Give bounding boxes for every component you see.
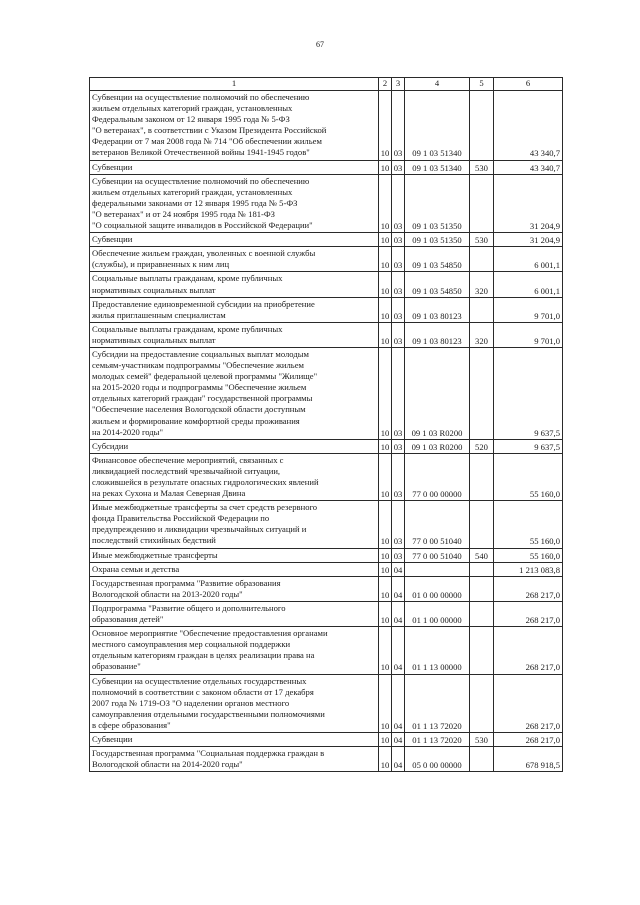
amount: 1 213 083,8 <box>494 562 563 576</box>
expense-type-code <box>470 453 494 500</box>
target-article-code: 09 1 03 51350 <box>405 233 470 247</box>
row-description <box>90 247 379 272</box>
subsection-code: 04 <box>392 627 405 674</box>
description-line: последствий стихийных бедствий <box>92 535 216 546</box>
row-description <box>90 174 379 232</box>
target-article-code: 01 1 00 00000 <box>405 601 470 626</box>
row-description <box>90 501 379 548</box>
target-article-code: 09 1 03 R0200 <box>405 439 470 453</box>
description-line: сложившейся в результате опасных гидрологических явлений <box>92 477 319 487</box>
subsection-code: 03 <box>392 322 405 347</box>
row-description <box>90 233 379 247</box>
description-line: "О ветеранах" и от 24 ноября 1995 года № 181-ФЗ <box>92 208 275 219</box>
amount: 55 160,0 <box>494 453 563 500</box>
amount: 268 217,0 <box>494 601 563 626</box>
section-code: 10 <box>379 747 392 772</box>
description-line: Субсидии <box>92 440 129 451</box>
target-article-code <box>405 562 470 576</box>
amount: 9 637,5 <box>494 347 563 439</box>
section-code: 10 <box>379 627 392 674</box>
description-line: жильем отдельных категорий граждан, установленных <box>92 186 293 197</box>
amount: 43 340,7 <box>494 160 563 174</box>
amount: 268 217,0 <box>494 674 563 732</box>
description-line: Субвенции <box>92 733 133 744</box>
section-code: 10 <box>379 732 392 746</box>
description-line: "О ветеранах", в соответствии с Указом Президента Российской <box>92 125 327 136</box>
section-code: 10 <box>379 548 392 562</box>
description-line: жилья приглашенным специалистам <box>92 309 226 320</box>
description-line: нормативных социальных выплат <box>92 284 216 295</box>
header-col-6: 6 <box>494 78 563 91</box>
row-description <box>90 91 379 161</box>
header-col-1: 1 <box>90 78 379 91</box>
section-code: 10 <box>379 322 392 347</box>
row-description <box>90 439 379 453</box>
amount: 9 701,0 <box>494 322 563 347</box>
header-col-4: 4 <box>405 78 470 91</box>
description-line: отдельным категориям граждан в целях реализации права на <box>92 650 315 661</box>
table-row <box>90 453 563 500</box>
expense-type-code <box>470 297 494 322</box>
expense-type-code <box>470 247 494 272</box>
description-line: Субвенции <box>92 161 133 172</box>
target-article-code: 77 0 00 51040 <box>405 501 470 548</box>
amount: 9 701,0 <box>494 297 563 322</box>
description-line: ветеранов Великой Отечественной войны 1941-1945 годов" <box>92 147 310 158</box>
description-line: Федеральным законом от 12 января 1995 года № 5-ФЗ <box>92 114 290 125</box>
description-line: "О социальной защите инвалидов в Российской Федерации" <box>92 220 313 231</box>
expense-type-code: 530 <box>470 233 494 247</box>
description-line: в сфере образования" <box>92 719 171 730</box>
row-description <box>90 576 379 601</box>
section-code: 10 <box>379 601 392 626</box>
section-code: 10 <box>379 453 392 500</box>
subsection-code: 03 <box>392 91 405 161</box>
target-article-code: 09 1 03 R0200 <box>405 347 470 439</box>
table-row <box>90 347 563 439</box>
expense-type-code <box>470 174 494 232</box>
table-row <box>90 747 563 772</box>
subsection-code: 04 <box>392 576 405 601</box>
description-line: "Обеспечение населения Вологодской области доступным <box>92 404 306 415</box>
description-line: молодых семей" федеральной целевой программы "Жилище" <box>92 371 318 382</box>
description-line: на 2015-2020 годы и подпрограммы "Обеспечение жильем <box>92 382 307 393</box>
target-article-code: 09 1 03 51340 <box>405 160 470 174</box>
section-code: 10 <box>379 674 392 732</box>
table-row <box>90 601 563 626</box>
description-line: нормативных социальных выплат <box>92 334 216 345</box>
expense-type-code <box>470 627 494 674</box>
subsection-code: 03 <box>392 174 405 232</box>
row-description <box>90 347 379 439</box>
amount: 6 001,1 <box>494 247 563 272</box>
amount: 55 160,0 <box>494 548 563 562</box>
description-line: Государственная программа "Социальная поддержка граждан в <box>92 748 325 759</box>
description-line: Социальные выплаты гражданам, кроме публичных <box>92 273 283 284</box>
section-code: 10 <box>379 439 392 453</box>
subsection-code: 04 <box>392 562 405 576</box>
row-description <box>90 747 379 772</box>
table-row <box>90 627 563 674</box>
subsection-code: 03 <box>392 233 405 247</box>
section-code: 10 <box>379 174 392 232</box>
description-line: Субсидии на предоставление социальных выплат молодым <box>92 348 309 359</box>
header-col-3: 3 <box>392 78 405 91</box>
description-line: Вологодской области на 2013-2020 годы" <box>92 588 243 599</box>
amount: 6 001,1 <box>494 272 563 297</box>
description-line: (службы), и приравненных к ним лиц <box>92 259 230 270</box>
subsection-code: 03 <box>392 439 405 453</box>
description-line: Субвенции на осуществление полномочий по обеспечению <box>92 175 310 186</box>
row-description <box>90 732 379 746</box>
table-row <box>90 91 563 161</box>
table-row <box>90 322 563 347</box>
table-row <box>90 439 563 453</box>
target-article-code: 09 1 03 51350 <box>405 174 470 232</box>
description-line: федеральными законами от 12 января 1995 года № 5-ФЗ <box>92 197 298 208</box>
amount: 31 204,9 <box>494 174 563 232</box>
subsection-code: 03 <box>392 247 405 272</box>
subsection-code: 03 <box>392 347 405 439</box>
target-article-code: 09 1 03 54850 <box>405 272 470 297</box>
section-code: 10 <box>379 233 392 247</box>
section-code: 10 <box>379 247 392 272</box>
expense-type-code: 530 <box>470 160 494 174</box>
table-row <box>90 732 563 746</box>
description-line: Иные межбюджетные трансферты за счет средств резервного <box>92 502 318 513</box>
table-row <box>90 548 563 562</box>
table-row <box>90 174 563 232</box>
section-code: 10 <box>379 347 392 439</box>
subsection-code: 03 <box>392 272 405 297</box>
row-description <box>90 453 379 500</box>
description-line: Охрана семьи и детства <box>92 563 180 574</box>
expense-type-code: 540 <box>470 548 494 562</box>
header-col-2: 2 <box>379 78 392 91</box>
description-line: полномочий в соответствии с законом области от 17 декабря <box>92 686 314 697</box>
target-article-code: 01 1 13 72020 <box>405 674 470 732</box>
expense-type-code <box>470 674 494 732</box>
section-code: 10 <box>379 91 392 161</box>
description-line: самоуправления отдельными государственными полномочиями <box>92 708 325 719</box>
description-line: Государственная программа "Развитие образования <box>92 577 281 588</box>
table-row <box>90 501 563 548</box>
expense-type-code <box>470 576 494 601</box>
description-line: Подпрограмма "Развитие общего и дополнительного <box>92 602 286 613</box>
expense-type-code <box>470 562 494 576</box>
target-article-code: 77 0 00 00000 <box>405 453 470 500</box>
description-line: Предоставление единовременной субсидии на приобретение <box>92 298 315 309</box>
table-row <box>90 233 563 247</box>
expense-type-code: 320 <box>470 322 494 347</box>
amount: 268 217,0 <box>494 576 563 601</box>
subsection-code: 03 <box>392 548 405 562</box>
amount: 678 918,5 <box>494 747 563 772</box>
row-description <box>90 601 379 626</box>
target-article-code: 09 1 03 54850 <box>405 247 470 272</box>
section-code: 10 <box>379 562 392 576</box>
description-line: Субвенции на осуществление отдельных государственных <box>92 675 307 686</box>
row-description <box>90 548 379 562</box>
table-row <box>90 247 563 272</box>
description-line: местного самоуправления мер социальной поддержки <box>92 639 291 650</box>
subsection-code: 04 <box>392 601 405 626</box>
expense-type-code: 530 <box>470 732 494 746</box>
description-line: 2007 года № 1719-ОЗ "О наделении органов местного <box>92 697 290 708</box>
description-line: на 2014-2020 годы" <box>92 426 163 437</box>
subsection-code: 04 <box>392 732 405 746</box>
expense-type-code: 320 <box>470 272 494 297</box>
description-line: Вологодской области на 2014-2020 годы" <box>92 759 243 770</box>
table-header-row <box>90 78 563 91</box>
target-article-code: 09 1 03 80123 <box>405 297 470 322</box>
description-line: предупреждению и ликвидации чрезвычайных ситуаций и <box>92 524 307 535</box>
expense-type-code <box>470 501 494 548</box>
description-line: Иные межбюджетные трансферты <box>92 549 218 560</box>
table-row <box>90 297 563 322</box>
amount: 31 204,9 <box>494 233 563 247</box>
subsection-code: 03 <box>392 453 405 500</box>
subsection-code: 04 <box>392 747 405 772</box>
amount: 9 637,5 <box>494 439 563 453</box>
description-line: образование" <box>92 661 141 672</box>
description-line: Социальные выплаты гражданам, кроме публичных <box>92 323 283 334</box>
row-description <box>90 674 379 732</box>
table-row <box>90 576 563 601</box>
description-line: Субвенции на осуществление полномочий по обеспечению <box>92 92 310 102</box>
row-description <box>90 297 379 322</box>
target-article-code: 09 1 03 80123 <box>405 322 470 347</box>
description-line: Субвенции <box>92 234 133 245</box>
row-description <box>90 322 379 347</box>
description-line: жильем и формирование комфортной среды проживания <box>92 415 300 426</box>
page-number: 67 <box>316 40 324 49</box>
row-description <box>90 627 379 674</box>
description-line: образования детей" <box>92 614 164 625</box>
section-code: 10 <box>379 501 392 548</box>
target-article-code: 77 0 00 51040 <box>405 548 470 562</box>
subsection-code: 04 <box>392 674 405 732</box>
section-code: 10 <box>379 576 392 601</box>
table-row <box>90 674 563 732</box>
description-line: Федерации от 7 мая 2008 года № 714 "Об обеспечении жильем <box>92 136 322 147</box>
section-code: 10 <box>379 160 392 174</box>
row-description <box>90 272 379 297</box>
amount: 268 217,0 <box>494 627 563 674</box>
description-line: семьям-участникам подпрограммы "Обеспечение жильем <box>92 360 304 371</box>
expense-type-code <box>470 347 494 439</box>
amount: 43 340,7 <box>494 91 563 161</box>
description-line: ликвидацией последствий чрезвычайной ситуации, <box>92 465 281 476</box>
description-line: Основное мероприятие "Обеспечение предоставления органами <box>92 628 328 639</box>
subsection-code: 03 <box>392 501 405 548</box>
table-row <box>90 562 563 576</box>
target-article-code: 01 1 13 72020 <box>405 732 470 746</box>
expense-type-code: 520 <box>470 439 494 453</box>
description-line: жильем отдельных категорий граждан, установленных <box>92 103 293 114</box>
expense-type-code <box>470 601 494 626</box>
subsection-code: 03 <box>392 297 405 322</box>
target-article-code: 01 0 00 00000 <box>405 576 470 601</box>
description-line: Обеспечение жильем граждан, уволенных с военной службы <box>92 248 316 259</box>
section-code: 10 <box>379 272 392 297</box>
table-row <box>90 160 563 174</box>
description-line: Финансовое обеспечение мероприятий, связанных с <box>92 454 284 465</box>
target-article-code: 09 1 03 51340 <box>405 91 470 161</box>
expense-type-code <box>470 747 494 772</box>
budget-table <box>89 77 563 772</box>
section-code: 10 <box>379 297 392 322</box>
description-line: отдельных категорий граждан" государственной программы <box>92 393 313 404</box>
amount: 268 217,0 <box>494 732 563 746</box>
target-article-code: 01 1 13 00000 <box>405 627 470 674</box>
description-line: на реках Сухона и Малая Северная Двина <box>92 488 246 499</box>
row-description <box>90 160 379 174</box>
description-line: фонда Правительства Российской Федерации по <box>92 513 270 524</box>
amount: 55 160,0 <box>494 501 563 548</box>
header-col-5: 5 <box>470 78 494 91</box>
subsection-code: 03 <box>392 160 405 174</box>
expense-type-code <box>470 91 494 161</box>
table-row <box>90 272 563 297</box>
target-article-code: 05 0 00 00000 <box>405 747 470 772</box>
table-body <box>90 91 563 772</box>
row-description <box>90 562 379 576</box>
